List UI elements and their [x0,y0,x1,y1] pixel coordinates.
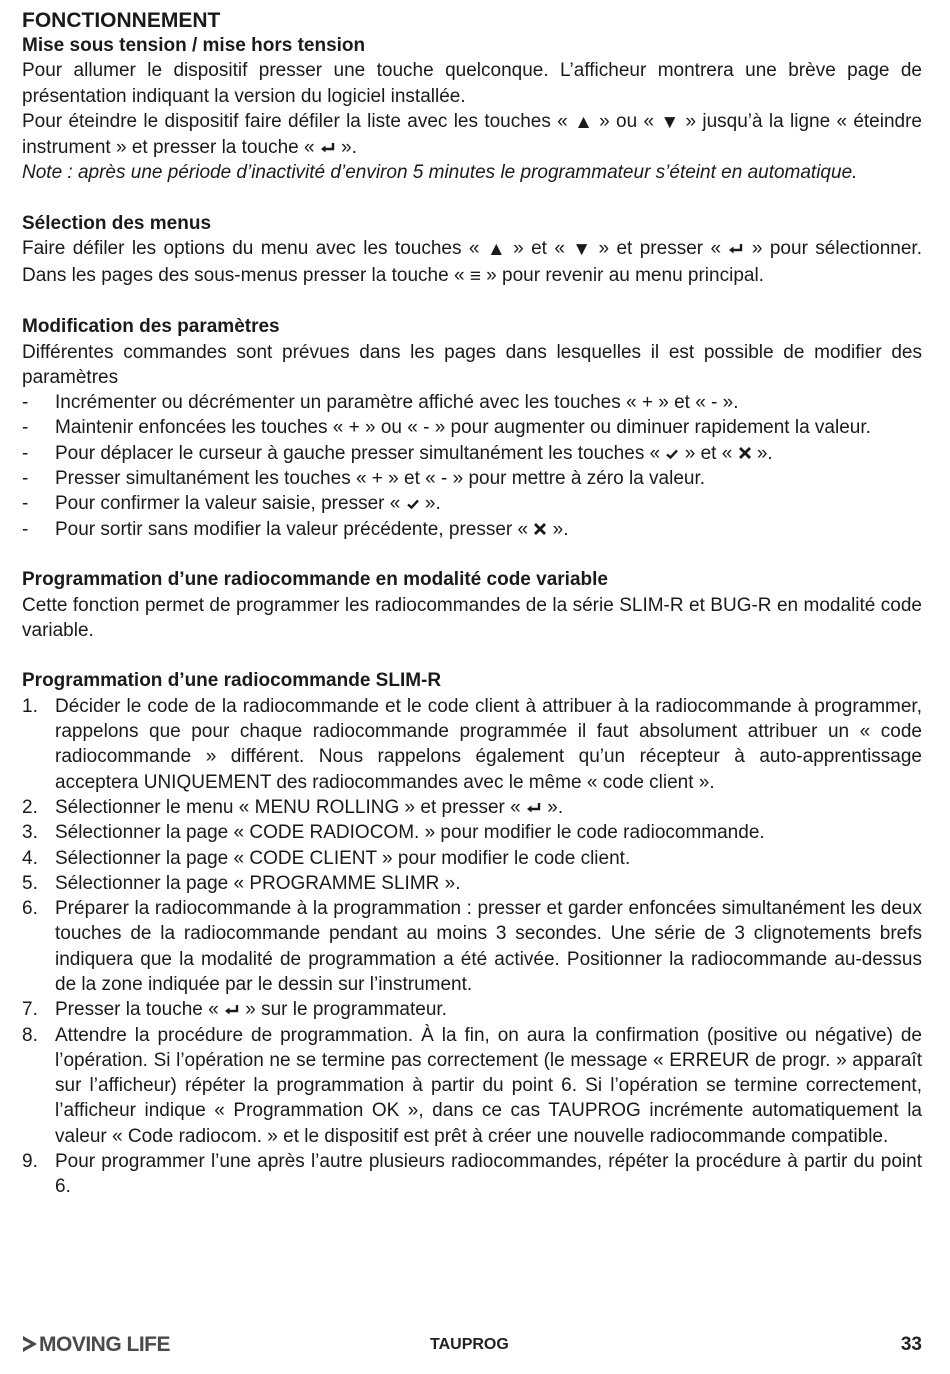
power-heading: Mise sous tension / mise hors tension [22,35,366,56]
page-number: 33 [900,1334,922,1355]
rolling-heading: Programmation d’une radiocommande en modalité code variable [22,569,608,591]
slimr-steps [22,694,922,1200]
params-list [22,390,922,542]
list-item: 1. Décider le code de la radiocommande et le code client à attribuer à la radiocommande à programmer, rappelons que pour chaque radiocommande programmée il faut absolument attribuer un « code radiocommande » différent. Nous rappelons également qu’un récepteur à auto-apprentissage acceptera UNIQUEMENT des radiocommandes avec le même « code client ». [22,695,922,793]
check-icon [665,448,679,460]
enter-key-icon [526,802,542,814]
up-arrow-icon: ▲ [486,239,506,261]
params-intro: Différentes commandes sont prévues dans les pages dans lesquelles il est possible de modifier des paramètres [22,341,922,388]
down-arrow-icon: ▼ [572,239,592,261]
power-on-paragraph: Pour allumer le dispositif presser une touche quelconque. L’afficheur montrera une brève page de présentation indiquant la version du logiciel installée. [22,60,922,107]
page-footer [22,1333,922,1359]
check-icon [406,498,420,510]
list-item: 7. Presser la touche « » sur le programmateur. [22,999,447,1021]
list-item: 2. Sélectionner le menu « MENU ROLLING » et presser « ». [22,796,564,818]
chevron-right-icon [22,1335,38,1353]
menus-heading: Sélection des menus [22,213,212,235]
list-item: - Pour sortir sans modifier la valeur précédente, presser « ». [22,518,569,540]
list-item: - Incrémenter ou décrémenter un paramètre affiché avec les touches « + » et « - ». [22,392,739,414]
auto-off-note: Note : après une période d’inactivité d’environ 5 minutes le programmateur s’éteint en automatique. [22,162,858,184]
page-title: FONCTIONNEMENT [22,9,221,32]
slimr-heading: Programmation d’une radiocommande SLIM-R [22,670,442,692]
list-item: 8. Attendre la procédure de programmation. À la fin, on aura la confirmation (positive ou négative) de l’opération. Si l’opération ne se termine pas correctement (le message « ERREUR de progr. » apparaît sur l’afficheur) répéter la programmation à partir du point 6. Si l’opération se termine correctement, l’afficheur indique « Programmation OK », dans ce cas TAUPROG incrémente automatiquement la valeur « Code radiocom. » et le dispositif est prêt à créer une nouvelle radiocommande compatible. [22,1024,922,1147]
list-item: 5. Sélectionner la page « PROGRAMME SLIMR ». [22,872,461,894]
list-item: - Pour déplacer le curseur à gauche presser simultanément les touches « » et « ». [22,442,773,464]
up-arrow-icon: ▲ [574,111,593,133]
list-item: - Maintenir enfoncées les touches « + » ou « - » pour augmenter ou diminuer rapidement la valeur. [22,417,871,439]
enter-key-icon [728,243,744,255]
list-item: - Presser simultanément les touches « + » et « - » pour mettre à zéro la valeur. [22,468,706,490]
enter-key-icon [224,1004,240,1016]
cross-icon [533,522,547,536]
product-name: TAUPROG [430,1336,509,1353]
list-item: 4. Sélectionner la page « CODE CLIENT » pour modifier le code client. [22,847,631,869]
power-off-paragraph: Pour éteindre le dispositif faire défiler la liste avec les touches « ▲ » ou « ▼ » jusqu’à la ligne « éteindre instrument » et presser la touche « ». [22,110,922,159]
menu-key-icon: ≡ [469,265,481,287]
menus-paragraph: Faire défiler les options du menu avec les touches « ▲ » et « ▼ » et presser « » pour sélectionner. Dans les pages des sous-menus presser la touche « ≡ » pour revenir au menu principal. [22,236,922,289]
document-page [22,8,922,1200]
list-item: 9. Pour programmer l’une après l’autre plusieurs radiocommandes, répéter la procédure à partir du point 6. [22,1151,922,1198]
rolling-paragraph: Cette fonction permet de programmer les radiocommandes de la série SLIM-R et BUG-R en modalité code variable. [22,594,922,641]
list-item: 6. Préparer la radiocommande à la programmation : presser et garder enfoncées simultanément les deux touches de la radiocommande pendant au moins 3 secondes. Une série de 3 clignotements brefs indiquera que la modalité de programmation a été activée. Positionner la radiocommande au-dessus de la zone indiquée par le dessin sur l’instrument. [22,898,922,995]
brand-logo: MOVING LIFE [22,1333,170,1357]
down-arrow-icon: ▼ [660,111,680,133]
list-item: 3. Sélectionner la page « CODE RADIOCOM. » pour modifier le code radiocommande. [22,822,765,844]
enter-key-icon [320,142,336,154]
params-heading: Modification des paramètres [22,316,280,338]
list-item: - Pour confirmer la valeur saisie, presser « ». [22,493,441,515]
cross-icon [738,446,752,460]
